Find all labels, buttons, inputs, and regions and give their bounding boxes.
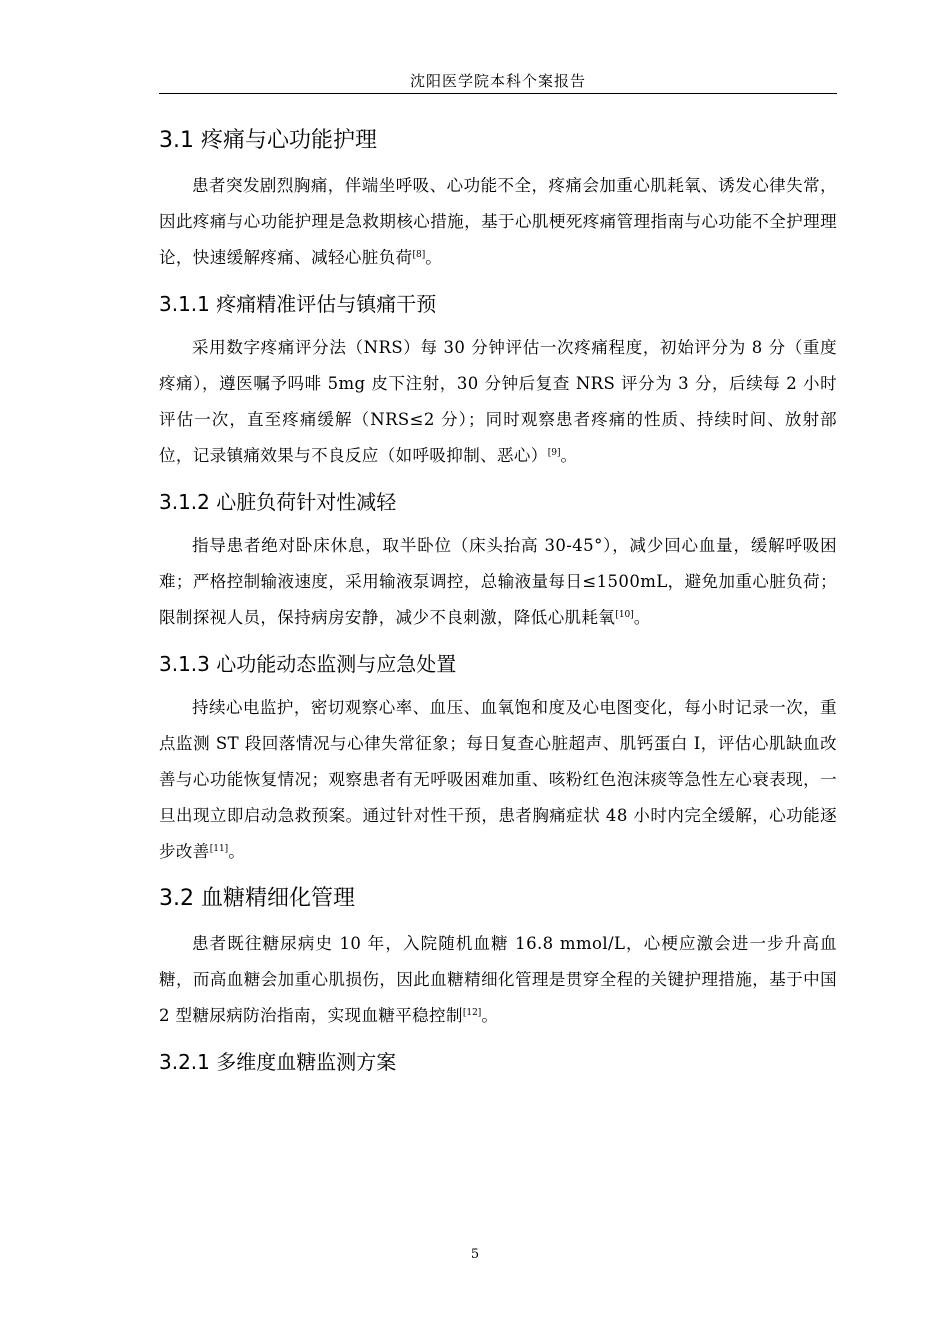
- citation-ref: [12]: [462, 1008, 482, 1018]
- section-paragraph-3-1-3: [159, 690, 837, 870]
- paragraph-end: 。: [425, 248, 443, 267]
- citation-ref: [10]: [615, 610, 634, 620]
- section-paragraph-3-2: [159, 926, 837, 1034]
- paragraph-text: 患者既往糖尿病史 10 年，入院随机血糖 16.8 mmol/L，心梗应激会进一步升高血糖，而高血糖会加重心肌损伤，因此血糖精细化管理是贯穿全程的关键护理措施，基于中国 2 型糖尿病防治指南，实现血糖平稳控制: [159, 934, 837, 1025]
- page-header: 沈阳医学院本科个案报告: [409, 72, 586, 90]
- paragraph-text: 采用数字疼痛评分法（NRS）每 30 分钟评估一次疼痛程度，初始评分为 8 分（重度疼痛），遵医嘱予吗啡 5mg 皮下注射，30 分钟后复查 NRS 评分为 3 分，后续每 2 小时评估一次，直至疼痛缓解（NRS≤2 分）；同时观察患者疼痛的性质、持续时间、放射部位，记录镇痛效果与不良反应（如呼吸抑制、恶心）: [159, 338, 837, 465]
- paragraph-end: 。: [481, 1006, 499, 1025]
- citation-ref: [11]: [209, 844, 229, 854]
- paragraph-text: 患者突发剧烈胸痛，伴端坐呼吸、心功能不全，疼痛会加重心肌耗氧、诱发心律失常，因此疼痛与心功能护理是急救期核心措施，基于心肌梗死疼痛管理指南与心功能不全护理理论，快速缓解疼痛、减轻心脏负荷: [159, 176, 837, 267]
- paragraph-text: 持续心电监护，密切观察心率、血压、血氧饱和度及心电图变化，每小时记录一次，重点监测 ST 段回落情况与心律失常征象；每日复查心脏超声、肌钙蛋白 I，评估心肌缺血改善与心功能恢复情况；观察患者有无呼吸困难加重、咳粉红色泡沫痰等急性左心衰表现，一旦出现立即启动急救预案。通过针对性干预，患者胸痛症状 48 小时内完全缓解，心功能逐步改善: [159, 698, 837, 861]
- section-heading-3-2-1: 3.2.1 多维度血糖监测方案: [159, 1050, 397, 1074]
- section-paragraph-3-1: [159, 168, 837, 276]
- section-paragraph-3-1-1: [159, 330, 837, 474]
- paragraph-end: 。: [228, 842, 246, 861]
- page-number: 5: [470, 1247, 480, 1262]
- citation-ref: [8]: [412, 250, 426, 260]
- paragraph-end: 。: [633, 608, 651, 627]
- document-body: [159, 118, 837, 1088]
- section-heading-3-1-1: 3.1.1 疼痛精准评估与镇痛干预: [159, 292, 437, 316]
- section-heading-3-2: 3.2 血糖精细化管理: [159, 886, 355, 911]
- section-paragraph-3-1-2: [159, 528, 837, 636]
- header-divider: [159, 93, 837, 94]
- paragraph-text: 指导患者绝对卧床休息，取半卧位（床头抬高 30-45°），减少回心血量，缓解呼吸困难；严格控制输液速度，采用输液泵调控，总输液量每日≤1500mL，避免加重心脏负荷；限制探视人员，保持病房安静，减少不良刺激，降低心肌耗氧: [159, 536, 837, 627]
- section-heading-3-1-3: 3.1.3 心功能动态监测与应急处置: [159, 652, 457, 676]
- citation-ref: [9]: [547, 448, 561, 458]
- section-heading-3-1: 3.1 疼痛与心功能护理: [159, 128, 377, 153]
- paragraph-end: 。: [560, 446, 578, 465]
- section-heading-3-1-2: 3.1.2 心脏负荷针对性减轻: [159, 490, 397, 514]
